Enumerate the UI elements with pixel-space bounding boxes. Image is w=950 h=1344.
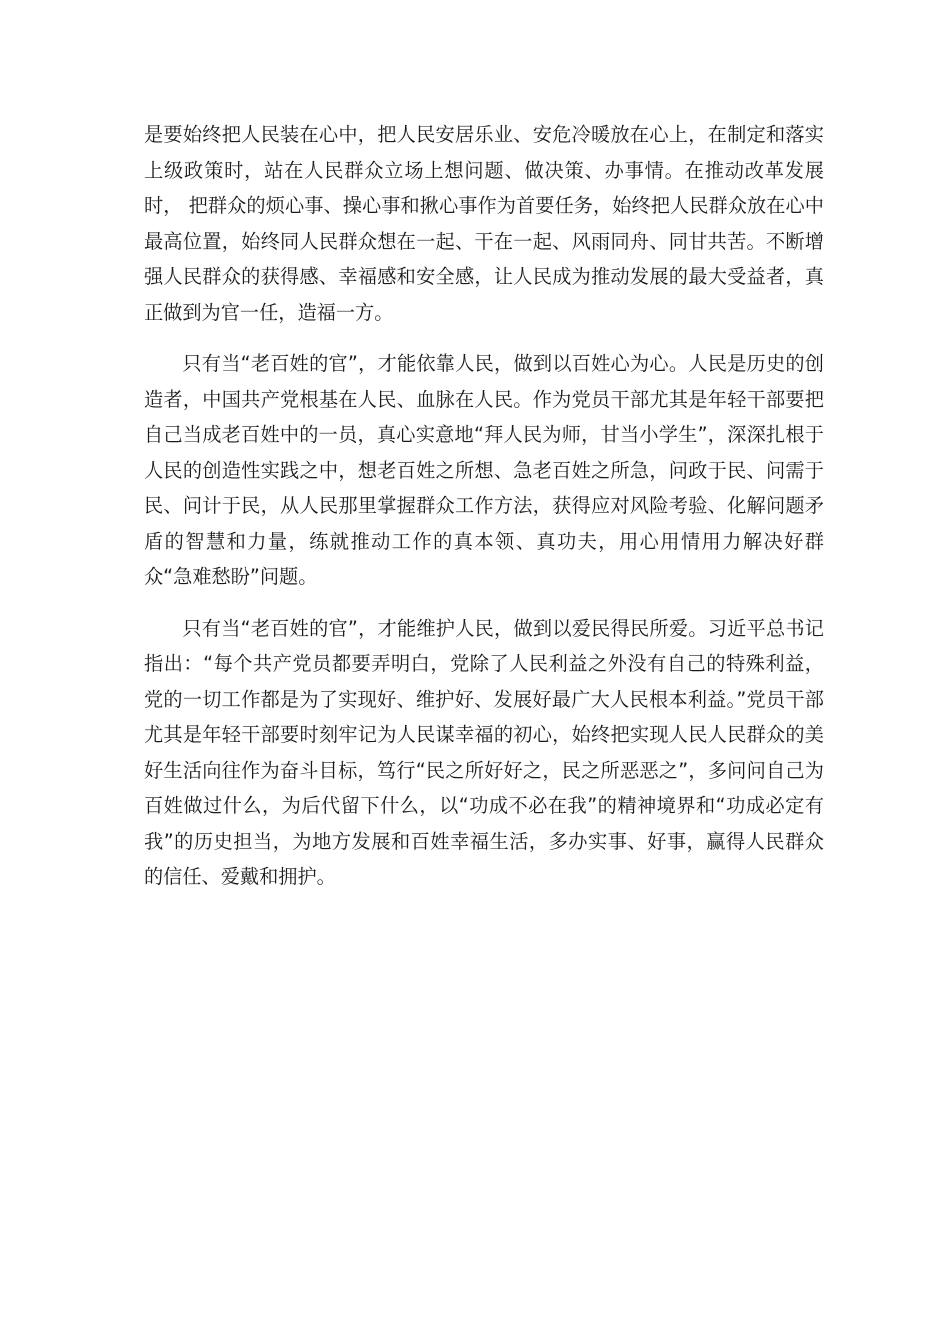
- paragraph-continuation: 是要始终把人民装在心中，把人民安居乐业、安危冷暖放在心上，在制定和落实上级政策时，站在人民群众立场上想问题、做决策、办事情。在推动改革发展时， 把群众的烦心事、操心事和揪心事作为首要任务，始终把人民群众放在心中最高位置，始终同人民群众想在一起、干在一起、风雨同舟、同甘共苦。不断增强人民群众的获得感、幸福感和安全感，让人民成为推动发展的最大受益者，真正做到为官一任，造福一方。: [144, 123, 824, 324]
- document-body: [144, 117, 824, 911]
- paragraph-relying-on-people: 只有当“老百姓的官”，才能依靠人民，做到以百姓心为心。人民是历史的创造者，中国共产党根基在人民、血脉在人民。作为党员干部尤其是年轻干部要把自己当成老百姓中的一员，真心实意地“拜人民为师，甘当小学生”，深深扎根于人民的创造性实践之中，想老百姓之所想、急老百姓之所急，问政于民、问需于民、问计于民，从人民那里掌握群众工作方法，获得应对风险考验、化解问题矛盾的智慧和力量，练就推动工作的真本领、真功夫，用心用情用力解决好群众“急难愁盼”问题。: [144, 352, 824, 588]
- paragraph-protecting-people: 只有当“老百姓的官”，才能维护人民，做到以爱民得民所爱。习近平总书记指出：“每个共产党员都要弄明白，党除了人民利益之外没有自己的特殊利益，党的一切工作都是为了实现好、维护好、发展好最广大人民根本利益。”党员干部尤其是年轻干部要时刻牢记为人民谋幸福的初心，始终把实现人民人民群众的美好生活向往作为奋斗目标，笃行“民之所好好之，民之所恶恶之”，多问问自己为百姓做过什么，为后代留下什么，以“功成不必在我”的精神境界和“功成必定有我”的历史担当，为地方发展和百姓幸福生活，多办实事、好事，赢得人民群众的信任、爱戴和拥护。: [144, 616, 824, 888]
